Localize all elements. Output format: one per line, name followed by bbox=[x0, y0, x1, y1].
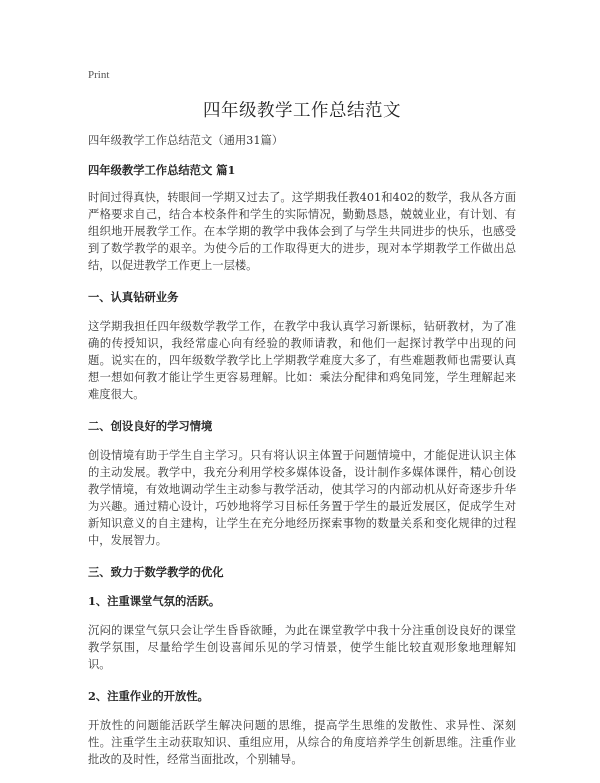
document-body bbox=[88, 132, 516, 783]
heading-learning-context: 二、创设良好的学习情境 bbox=[88, 419, 213, 433]
paragraph-learning-context: 创设情境有助于学生自主学习。只有将认识主体置于问题情境中，才能促进认识主体的主动发展。教学中，我充分利用学校多媒体设备，设计制作多媒体课件，精心创设教学情境，有效地调动学生主动参与教学活动，使其学习的内部动机从好奇逐步升华为兴趣。通过精心设计，巧妙地将学习目标任务置于学生的最近发展区，促成学生对新知识意义的自主建构，让学生在充分地经历探索事物的数量关系和变化规律的过程中，发展智力。 bbox=[88, 449, 516, 547]
subheading-open-homework: 2、注重作业的开放性。 bbox=[88, 689, 209, 703]
heading-optimization: 三、致力于数学教学的优化 bbox=[88, 565, 224, 579]
print-link[interactable]: Print bbox=[88, 69, 110, 81]
paragraph-classroom-atmosphere: 沉闷的课堂气氛只会让学生昏昏欲睡，为此在课堂教学中我十分注重创设良好的课堂教学氛围，尽量给学生创设喜闻乐见的学习情景，使学生能比较直观形象地理解知识。 bbox=[88, 624, 516, 671]
section-heading: 四年级教学工作总结范文 篇1 bbox=[88, 163, 236, 177]
paragraph-open-homework: 开放性的问题能活跃学生解决问题的思维，提高学生思维的发散性、求异性、深刻性。注重学生主动获取知识、重组应用，从综合的角度培养学生创新思维。注重作业批改的及时性，经常当面批改，个别辅导。 bbox=[88, 719, 516, 766]
document-subtitle: 四年级教学工作总结范文（通用31篇） bbox=[88, 134, 284, 147]
subheading-classroom-atmosphere: 1、注重课堂气氛的活跃。 bbox=[88, 594, 221, 608]
paragraph-research: 这学期我担任四年级数学教学工作，在教学中我认真学习新课标，钻研教材，为了准确的传授知识，我经常虚心向有经验的教师请教，和他们一起探讨教学中出现的问题。说实在的，四年级数学教学比上学期教学难度大多了，有些难题教师也需要认真想一想如何教才能让学生更容易理解。比如：乘法分配律和鸡兔同笼，学生理解起来难度很大。 bbox=[88, 320, 516, 401]
heading-research: 一、认真钻研业务 bbox=[88, 290, 179, 304]
intro-paragraph: 时间过得真快，转眼间一学期又过去了。这学期我任教401和402的数学，我从各方面严格要求自己，结合本校条件和学生的实际情况，勤勤恳恳，兢兢业业，有计划、有组织地开展教学工作。在本学期的教学中我体会到了与学生共同进步的快乐，也感受到了数学教学的艰辛。为使今后的工作取得更大的进步，现对本学期教学工作做出总结，以促进教学工作更上一层楼。 bbox=[88, 191, 516, 272]
document-title: 四年级教学工作总结范文 bbox=[203, 101, 401, 121]
